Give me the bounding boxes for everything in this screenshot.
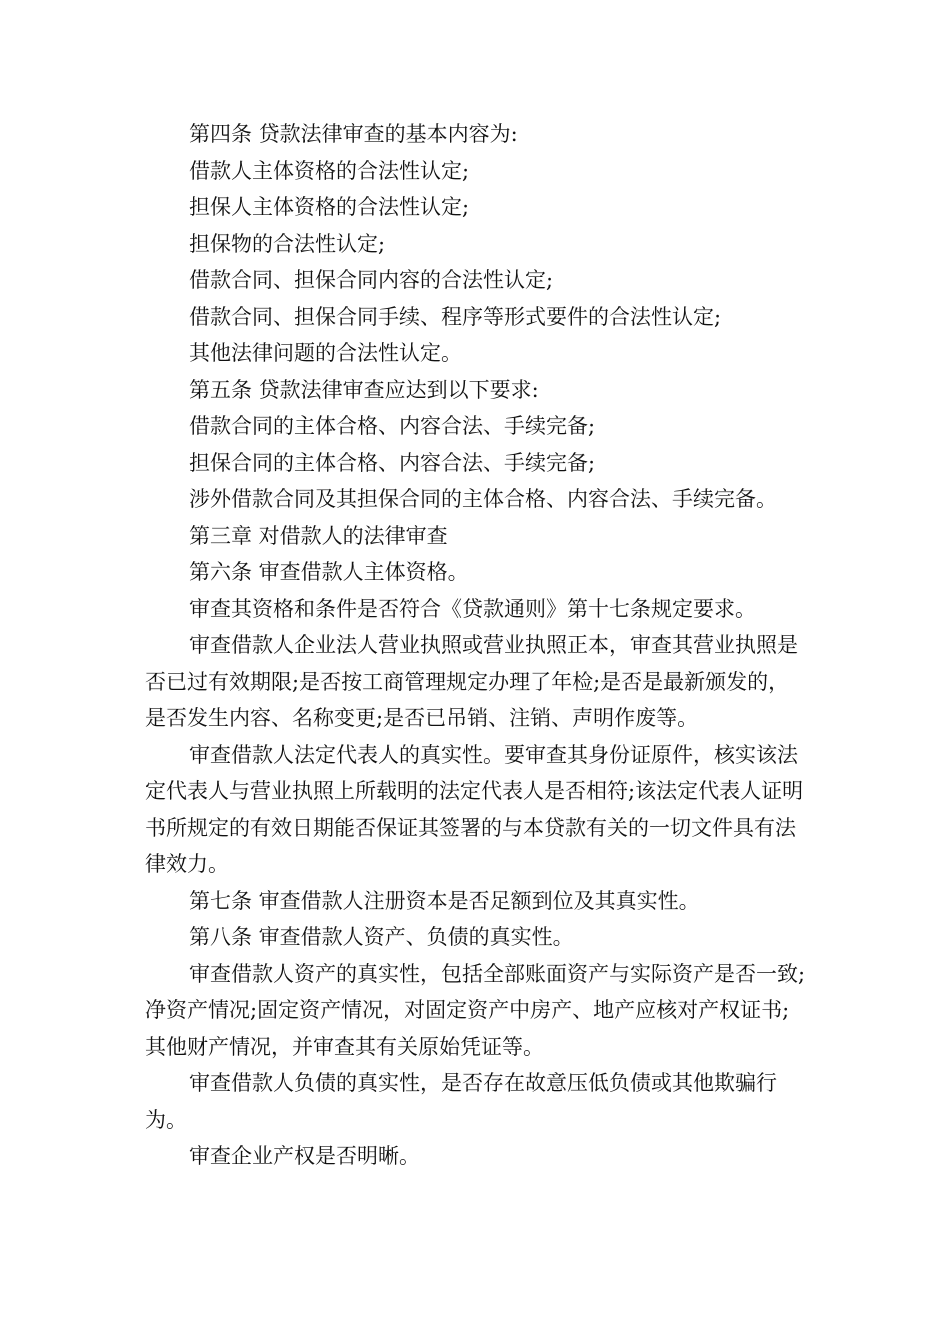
paragraph-guarantor-subject: 担保人主体资格的合法性认定;: [189, 195, 470, 219]
paragraph-assets-authenticity: 审查借款人资产的真实性，包括全部账面资产与实际资产是否一致;净资产情况;固定资产情况，对固定资产中房产、地产应核对产权证书;其他财产情况，并审查其有关原始凭证等。: [145, 961, 806, 1059]
paragraph-foreign-loan-requirements: 涉外借款合同及其担保合同的主体合格、内容合法、手续完备。: [189, 487, 777, 511]
document-body: [145, 116, 810, 1175]
paragraph-other-legal-issues: 其他法律问题的合法性认定。: [189, 341, 462, 365]
paragraph-article-6: 第六条 审查借款人主体资格。: [189, 560, 469, 584]
paragraph-collateral: 担保物的合法性认定;: [189, 231, 386, 256]
paragraph-property-rights: 审查企业产权是否明晰。: [189, 1144, 420, 1168]
paragraph-article-8: 第八条 审查借款人资产、负债的真实性。: [189, 925, 574, 949]
paragraph-loan-contract-requirements: 借款合同的主体合格、内容合法、手续完备;: [189, 414, 596, 438]
paragraph-liabilities-authenticity: 审查借款人负债的真实性，是否存在故意压低负债或其他欺骗行为。: [145, 1071, 777, 1132]
paragraph-article-5: 第五条 贷款法律审查应达到以下要求:: [189, 377, 539, 402]
paragraph-guarantee-contract-requirements: 担保合同的主体合格、内容合法、手续完备;: [189, 450, 596, 475]
paragraph-business-license: 审查借款人企业法人营业执照或营业执照正本，审查其营业执照是否已过有效期限;是否按工商管理规定办理了年检;是否是最新颁发的，是否发生内容、名称变更;是否已吊销、注销、声明作废等。: [145, 633, 798, 730]
paragraph-borrower-subject: 借款人主体资格的合法性认定;: [189, 158, 470, 183]
paragraph-legal-representative: 审查借款人法定代表人的真实性。要审查其身份证原件，核实该法定代表人与营业执照上所载明的法定代表人是否相符;该法定代表人证明书所规定的有效日期能否保证其签署的与本贷款有关的一切文件具有法律效力。: [145, 742, 804, 876]
paragraph-article-7: 第七条 审查借款人注册资本是否足额到位及其真实性。: [189, 888, 700, 913]
paragraph-contract-formalities: 借款合同、担保合同手续、程序等形式要件的合法性认定;: [189, 304, 722, 329]
paragraph-contract-content: 借款合同、担保合同内容的合法性认定;: [189, 268, 554, 292]
paragraph-loan-rules-check: 审查其资格和条件是否符合《贷款通则》第十七条规定要求。: [189, 596, 756, 621]
paragraph-article-4: 第四条 贷款法律审查的基本内容为:: [189, 122, 518, 146]
chapter-3-heading: 第三章 对借款人的法律审查: [189, 523, 448, 548]
